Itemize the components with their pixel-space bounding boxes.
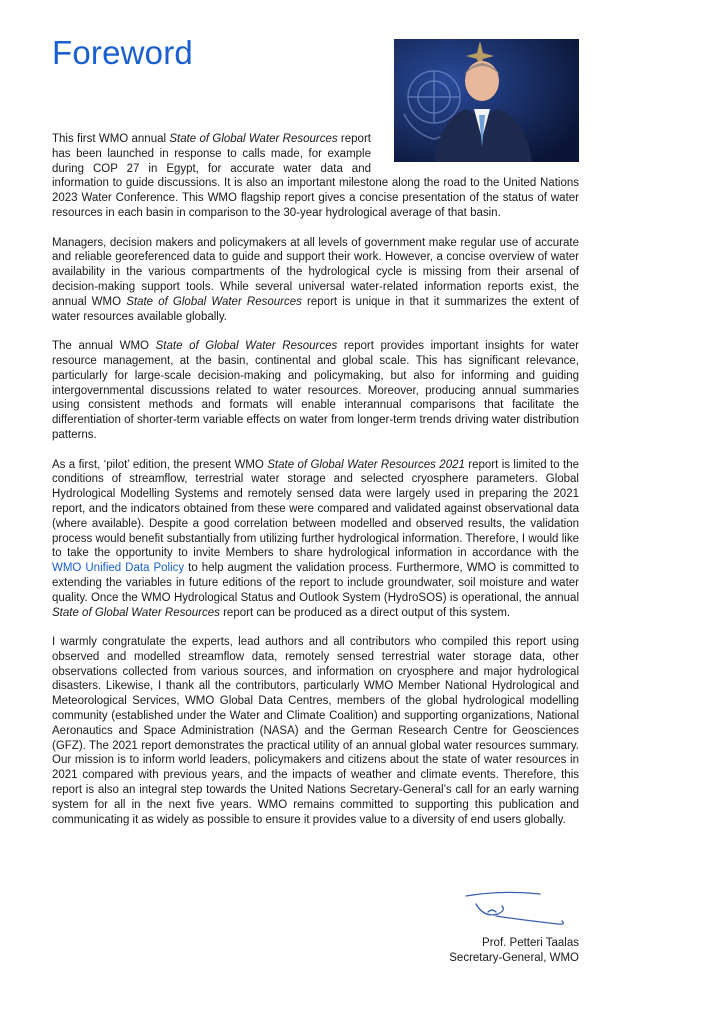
report-title-italic: State of Global Water Resources bbox=[52, 606, 220, 619]
signatory-title: Secretary-General, WMO bbox=[449, 952, 579, 964]
page-title: Foreword bbox=[52, 34, 193, 71]
signatory-name: Prof. Petteri Taalas bbox=[482, 937, 579, 949]
paragraph-5-text: I warmly congratulate the experts, lead authors and all contributors who compiled this report using observed and modelled streamflow data, remotely sensed terrestrial water storage data, other observations collected from various sources, and information on cryosphere and major hydrological disasters. Likewise, I thank all the contributors, particularly WMO Member National Hydrological and Meteorological Services, WMO Global Data Centres, members of the global hydrological modelling community (established under the Water and Climate Coalition) and supporting organizations, National Aeronautics and Space Administration (NASA) and the German Research Centre for Geosciences (GFZ). The 2021 report demonstrates the practical utility of an annual global water resources summary. Our mission is to inform world leaders, policymakers and citizens about the state of water resources in 2021 compared with previous years, and the impacts of weather and climate events. Therefore, this report is also an integral step towards the United Nations Secretary-General’s call for an early warning system for all in the next five years. WMO remains committed to supporting this publication and communicating it as widely as possible to ensure it provides value to a diversity of end users globally. bbox=[52, 636, 579, 826]
report-title-italic: State of Global Water Resources bbox=[169, 133, 338, 145]
paragraph-3-text: The annual WMO bbox=[52, 340, 156, 353]
paragraph-2-text-cont: report is unique in that it summarizes the extent of water resources available globally. bbox=[52, 295, 579, 323]
paragraph-1-text-cont: report has been launched in response to calls made, for example during COP 27 in Egypt, for accurate water data and information to guide discussions. It is also an important milestone along the road to the United Nations 2023 Water Conference. This WMO flagship report gives a concise presentation of the status of water resources in each basin in comparison to the 30-year hydrological average of that basin. bbox=[52, 133, 579, 219]
paragraph-4-text-cont2: to help augment the validation process. Furthermore, WMO is committed to extending the variables in future editions of the report to include groundwater, soil moisture and water quality. Once the WMO Hydrological Status and Outlook System (HydroSOS) is operational, the annual bbox=[52, 562, 579, 604]
paragraph-3 bbox=[52, 339, 579, 443]
paragraph-3-text-cont: report provides important insights for water resource management, at the basin, continental and global scale. This has significant relevance, particularly for large-scale decision-making and policymaking, but also for informing and guiding intergovernmental discussions related to water resources. Moreover, producing annual summaries using consistent methods and formats will enable interannual comparisons that facilitate the differentiation of shorter-term variable effects on water from longer-term trends driving water distribution patterns. bbox=[52, 340, 579, 441]
paragraph-2 bbox=[52, 236, 579, 325]
foreword-body bbox=[52, 132, 579, 842]
portrait-wrap-spacer bbox=[379, 132, 579, 176]
paragraph-4-text: As a first, ‘pilot’ edition, the present WMO bbox=[52, 458, 268, 471]
report-title-italic: State of Global Water Resources bbox=[155, 340, 338, 353]
wmo-unified-data-policy-link[interactable]: WMO Unified Data Policy bbox=[52, 562, 185, 575]
report-title-italic: State of Global Water Resources bbox=[126, 295, 302, 308]
paragraph-4 bbox=[52, 458, 579, 621]
paragraph-4-text-cont: report is limited to the conditions of streamflow, terrestrial water storage and selected cryosphere parameters. Global Hydrological Modelling Systems and remotely sensed data were largely used in preparing the 2021 report, and the indicators obtained from these were compared and validated against observational data (where available). Despite a good correlation between modelled and observed results, the validation process would benefit substantially from utilizing further hydrological information. Therefore, I would like to take the opportunity to invite Members to share hydrological information in accordance with the bbox=[52, 458, 579, 560]
report-title-italic: State of Global Water Resources 2021 bbox=[267, 458, 465, 471]
paragraph-1 bbox=[52, 132, 579, 221]
paragraph-1-text: This first WMO annual bbox=[52, 133, 170, 145]
paragraph-4-text-cont3: report can be produced as a direct output of this system. bbox=[219, 606, 511, 619]
paragraph-5 bbox=[52, 635, 579, 827]
handwritten-signature bbox=[462, 888, 574, 932]
paragraph-2-text: Managers, decision makers and policymakers at all levels of government make regular use of accurate and reliable georeferenced data to guide and support their work. However, a concise overview of water availability in the various compartments of the hydrological cycle is missing from their arsenal of decision-making support tools. While several universal water-related information reports exist, the annual WMO bbox=[52, 236, 579, 308]
